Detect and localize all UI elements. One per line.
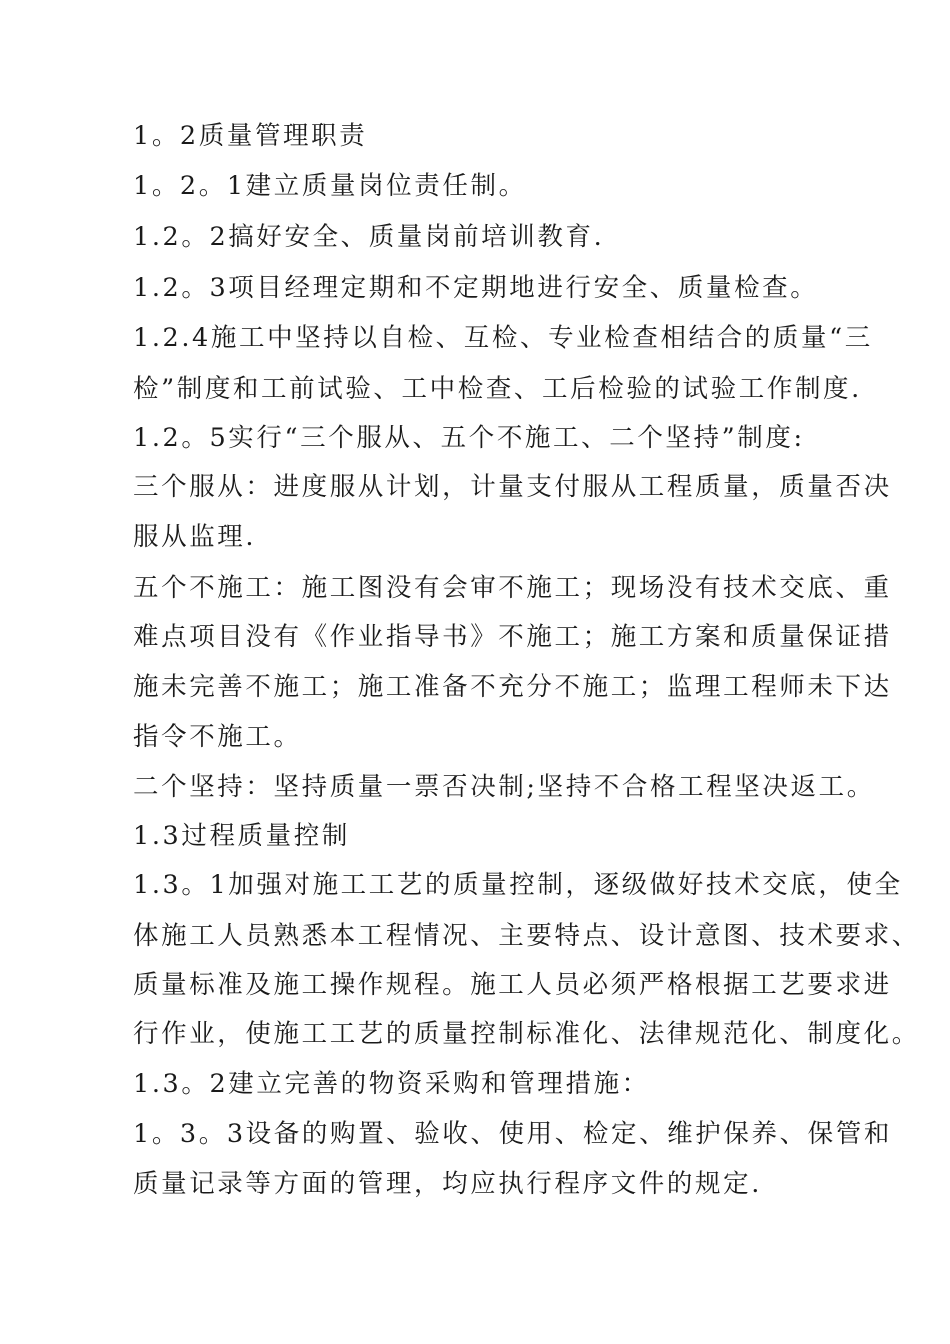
text-line: 1.2。2搞好安全、质量岗前培训教育.: [133, 222, 605, 252]
text-line: 行作业，使施工工艺的质量控制标准化、法律规范化、制度化。: [133, 1019, 920, 1049]
text-line: 1。3。3设备的购置、验收、使用、检定、维护保养、保管和: [133, 1119, 892, 1149]
text-line: 服从监理.: [133, 522, 257, 552]
text-line: 质量标准及施工操作规程。施工人员必须严格根据工艺要求进: [133, 970, 892, 1000]
text-line: 检”制度和工前试验、工中检查、工后检验的试验工作制度.: [133, 374, 862, 404]
text-line: 体施工人员熟悉本工程情况、主要特点、设计意图、技术要求、: [133, 921, 920, 951]
text-line: 1.3。1加强对施工工艺的质量控制，逐级做好技术交底，使全: [133, 870, 903, 900]
text-line: 1.2.4施工中坚持以自检、互检、专业检查相结合的质量“三: [133, 323, 873, 353]
text-line: 施未完善不施工；施工准备不充分不施工；监理工程师未下达: [133, 672, 892, 702]
text-line: 1.3。2建立完善的物资采购和管理措施：: [133, 1069, 650, 1099]
text-line: 五个不施工：施工图没有会审不施工；现场没有技术交底、重: [133, 573, 892, 603]
section-heading-1-3: 1.3过程质量控制: [133, 821, 350, 851]
text-line: 二个坚持：坚持质量一票否决制;坚持不合格工程坚决返工。: [133, 772, 875, 802]
text-line: 三个服从：进度服从计划，计量支付服从工程质量，质量否决: [133, 472, 892, 502]
text-line: 指令不施工。: [133, 722, 302, 752]
text-line: 1。2。1建立质量岗位责任制。: [133, 171, 527, 201]
text-line: 1.2。3项目经理定期和不定期地进行安全、质量检查。: [133, 273, 819, 303]
section-heading-1-2: 1。2质量管理职责: [133, 121, 368, 151]
text-line: 1.2。5实行“三个服从、五个不施工、二个坚持”制度:: [133, 423, 805, 453]
text-line: 质量记录等方面的管理，均应执行程序文件的规定.: [133, 1169, 762, 1199]
text-line: 难点项目没有《作业指导书》不施工；施工方案和质量保证措: [133, 622, 892, 652]
